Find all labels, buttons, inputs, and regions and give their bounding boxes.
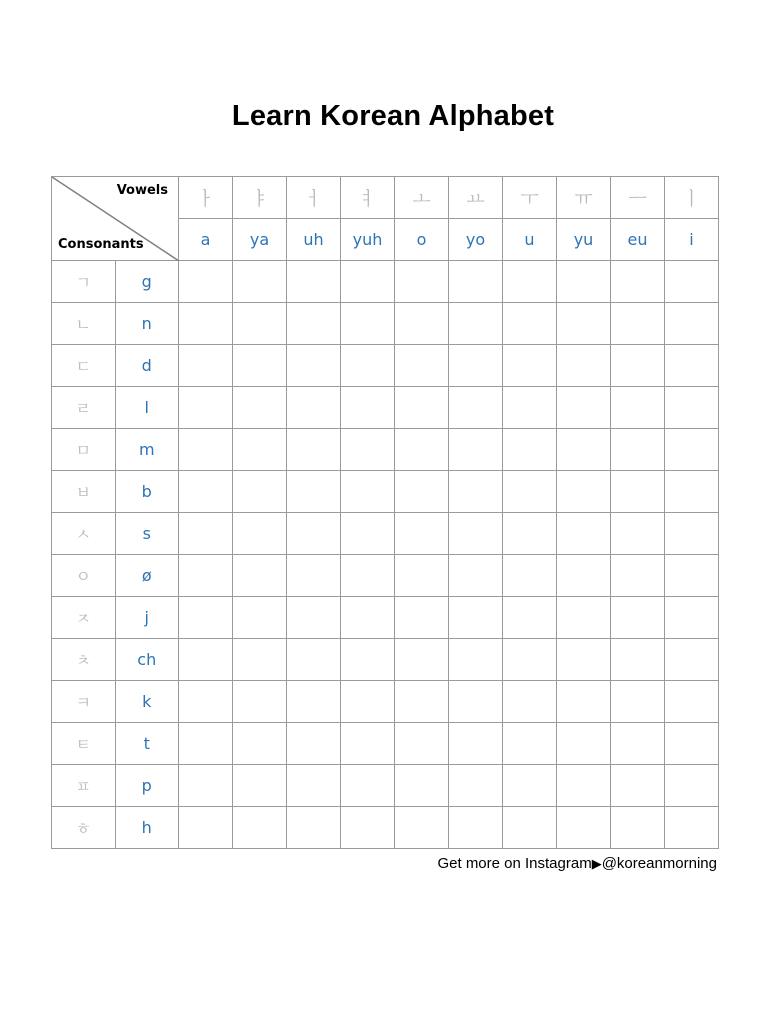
practice-cell xyxy=(179,429,233,471)
practice-cell xyxy=(449,261,503,303)
practice-cell xyxy=(341,807,395,849)
consonant-row xyxy=(52,345,719,387)
consonant-row xyxy=(52,639,719,681)
practice-cell xyxy=(287,261,341,303)
consonant-hangul-cell: ㅈ xyxy=(52,597,116,639)
practice-cell xyxy=(233,429,287,471)
practice-cell xyxy=(395,765,449,807)
practice-cell xyxy=(665,765,719,807)
practice-cell xyxy=(449,387,503,429)
vowel-hangul-cell: ㅠ xyxy=(557,177,611,219)
practice-cell xyxy=(611,303,665,345)
practice-cell xyxy=(287,723,341,765)
practice-cell xyxy=(557,387,611,429)
practice-cell xyxy=(503,345,557,387)
consonant-roman-cell: t xyxy=(115,723,179,765)
vowel-hangul-cell: ㅡ xyxy=(611,177,665,219)
practice-cell xyxy=(449,303,503,345)
practice-cell xyxy=(287,303,341,345)
practice-cell xyxy=(395,639,449,681)
practice-cell xyxy=(395,387,449,429)
practice-cell xyxy=(449,765,503,807)
instagram-handle: @koreanmorning xyxy=(601,855,717,872)
vowel-hangul-cell: ㅏ xyxy=(179,177,233,219)
consonant-hangul-cell: ㅊ xyxy=(52,639,116,681)
practice-cell xyxy=(611,723,665,765)
consonant-row xyxy=(52,387,719,429)
practice-cell xyxy=(179,345,233,387)
practice-cell xyxy=(557,303,611,345)
practice-cell xyxy=(341,345,395,387)
practice-cell xyxy=(395,807,449,849)
practice-cell xyxy=(179,555,233,597)
practice-cell xyxy=(287,597,341,639)
practice-cell xyxy=(449,723,503,765)
practice-cell xyxy=(665,387,719,429)
consonant-roman-cell: l xyxy=(115,387,179,429)
consonant-hangul-cell: ㄱ xyxy=(52,261,116,303)
practice-cell xyxy=(665,261,719,303)
practice-cell xyxy=(287,345,341,387)
consonant-row xyxy=(52,303,719,345)
practice-cell xyxy=(611,681,665,723)
vowel-hangul-cell: ㅕ xyxy=(341,177,395,219)
practice-cell xyxy=(341,681,395,723)
consonant-hangul-cell: ㅎ xyxy=(52,807,116,849)
consonant-roman-cell: b xyxy=(115,471,179,513)
practice-cell xyxy=(395,261,449,303)
practice-cell xyxy=(503,429,557,471)
practice-cell xyxy=(341,597,395,639)
practice-cell xyxy=(287,429,341,471)
practice-cell xyxy=(503,597,557,639)
consonant-roman-cell: m xyxy=(115,429,179,471)
consonant-roman-cell: j xyxy=(115,597,179,639)
practice-cell xyxy=(611,513,665,555)
consonant-hangul-cell: ㅁ xyxy=(52,429,116,471)
practice-cell xyxy=(503,681,557,723)
vowels-label: Vowels xyxy=(116,183,168,198)
practice-cell xyxy=(665,513,719,555)
vowel-roman-cell: yo xyxy=(449,219,503,261)
vowel-roman-cell: yu xyxy=(557,219,611,261)
consonant-row xyxy=(52,765,719,807)
practice-cell xyxy=(557,807,611,849)
practice-cell xyxy=(233,513,287,555)
practice-cell xyxy=(557,639,611,681)
practice-cell xyxy=(665,723,719,765)
consonant-hangul-cell: ㄷ xyxy=(52,345,116,387)
practice-cell xyxy=(611,471,665,513)
vowel-hangul-cell: ㅗ xyxy=(395,177,449,219)
practice-cell xyxy=(233,261,287,303)
instagram-footer xyxy=(437,855,717,872)
practice-cell xyxy=(503,387,557,429)
practice-cell xyxy=(233,723,287,765)
practice-cell xyxy=(557,261,611,303)
practice-cell xyxy=(503,807,557,849)
practice-cell xyxy=(503,723,557,765)
practice-cell xyxy=(395,723,449,765)
vowel-roman-cell: ya xyxy=(233,219,287,261)
practice-cell xyxy=(449,471,503,513)
practice-cell xyxy=(179,765,233,807)
practice-cell xyxy=(287,765,341,807)
vowel-hangul-cell: ㅜ xyxy=(503,177,557,219)
consonant-roman-cell: ø xyxy=(115,555,179,597)
vowel-roman-cell: u xyxy=(503,219,557,261)
consonant-row xyxy=(52,471,719,513)
practice-cell xyxy=(179,261,233,303)
consonant-roman-cell: n xyxy=(115,303,179,345)
practice-cell xyxy=(449,429,503,471)
practice-cell xyxy=(233,345,287,387)
practice-cell xyxy=(557,723,611,765)
practice-cell xyxy=(179,471,233,513)
practice-cell xyxy=(287,681,341,723)
consonant-hangul-cell: ㅅ xyxy=(52,513,116,555)
vowel-roman-cell: a xyxy=(179,219,233,261)
practice-cell xyxy=(287,513,341,555)
practice-cell xyxy=(611,387,665,429)
practice-cell xyxy=(395,303,449,345)
consonant-roman-cell: d xyxy=(115,345,179,387)
practice-cell xyxy=(611,597,665,639)
practice-cell xyxy=(395,513,449,555)
consonant-row xyxy=(52,723,719,765)
practice-cell xyxy=(611,429,665,471)
practice-cell xyxy=(503,471,557,513)
practice-cell xyxy=(287,639,341,681)
practice-cell xyxy=(449,597,503,639)
practice-cell xyxy=(287,387,341,429)
practice-cell xyxy=(557,597,611,639)
practice-cell xyxy=(557,345,611,387)
consonant-hangul-cell: ㅌ xyxy=(52,723,116,765)
practice-cell xyxy=(395,681,449,723)
practice-cell xyxy=(449,513,503,555)
practice-cell xyxy=(395,555,449,597)
consonant-row xyxy=(52,597,719,639)
consonant-row xyxy=(52,555,719,597)
practice-cell xyxy=(611,807,665,849)
consonant-row xyxy=(52,807,719,849)
practice-cell xyxy=(665,345,719,387)
practice-cell xyxy=(503,639,557,681)
consonant-row xyxy=(52,261,719,303)
page-title: Learn Korean Alphabet xyxy=(231,100,555,132)
practice-cell xyxy=(341,555,395,597)
practice-cell xyxy=(287,555,341,597)
footer-prefix: Get more on Instagram xyxy=(437,855,592,872)
vowel-roman-cell: i xyxy=(665,219,719,261)
practice-cell xyxy=(611,555,665,597)
practice-cell xyxy=(665,597,719,639)
practice-cell xyxy=(503,261,557,303)
practice-cell xyxy=(233,555,287,597)
play-arrow-icon: ▶ xyxy=(591,856,602,871)
practice-cell xyxy=(233,765,287,807)
practice-cell xyxy=(449,807,503,849)
practice-cell xyxy=(233,471,287,513)
practice-cell xyxy=(395,471,449,513)
practice-cell xyxy=(449,555,503,597)
practice-cell xyxy=(557,765,611,807)
practice-cell xyxy=(233,387,287,429)
practice-cell xyxy=(665,429,719,471)
practice-cell xyxy=(395,429,449,471)
vowel-roman-cell: eu xyxy=(611,219,665,261)
consonant-roman-cell: h xyxy=(115,807,179,849)
practice-cell xyxy=(503,513,557,555)
practice-cell xyxy=(233,807,287,849)
practice-cell xyxy=(179,723,233,765)
practice-cell xyxy=(665,471,719,513)
consonant-roman-cell: ch xyxy=(115,639,179,681)
vowel-roman-cell: o xyxy=(395,219,449,261)
consonant-row xyxy=(52,429,719,471)
practice-cell xyxy=(449,345,503,387)
practice-cell xyxy=(395,345,449,387)
consonant-hangul-cell: ㄴ xyxy=(52,303,116,345)
practice-cell xyxy=(287,807,341,849)
practice-cell xyxy=(449,639,503,681)
practice-cell xyxy=(611,765,665,807)
practice-cell xyxy=(557,555,611,597)
vowel-hangul-cell: ㅛ xyxy=(449,177,503,219)
consonant-roman-cell: g xyxy=(115,261,179,303)
practice-cell xyxy=(233,303,287,345)
practice-cell xyxy=(341,639,395,681)
consonant-hangul-cell: ㅂ xyxy=(52,471,116,513)
practice-cell xyxy=(503,303,557,345)
consonant-hangul-cell: ㅍ xyxy=(52,765,116,807)
practice-cell xyxy=(557,513,611,555)
vowel-hangul-cell: ㅑ xyxy=(233,177,287,219)
consonant-hangul-cell: ㄹ xyxy=(52,387,116,429)
practice-cell xyxy=(179,597,233,639)
practice-cell xyxy=(233,597,287,639)
consonant-roman-cell: p xyxy=(115,765,179,807)
practice-cell xyxy=(665,681,719,723)
practice-cell xyxy=(341,261,395,303)
vowel-roman-cell: yuh xyxy=(341,219,395,261)
consonant-hangul-cell: ㅋ xyxy=(52,681,116,723)
practice-cell xyxy=(665,555,719,597)
practice-cell xyxy=(611,261,665,303)
practice-cell xyxy=(449,681,503,723)
practice-cell xyxy=(341,723,395,765)
practice-cell xyxy=(233,639,287,681)
practice-cell xyxy=(557,429,611,471)
consonant-roman-cell: s xyxy=(115,513,179,555)
practice-cell xyxy=(665,807,719,849)
practice-cell xyxy=(503,555,557,597)
practice-cell xyxy=(341,429,395,471)
practice-cell xyxy=(611,639,665,681)
practice-cell xyxy=(341,471,395,513)
practice-cell xyxy=(179,387,233,429)
consonant-row xyxy=(52,681,719,723)
practice-cell xyxy=(611,345,665,387)
consonants-label: Consonants xyxy=(58,237,144,252)
practice-cell xyxy=(179,807,233,849)
alphabet-chart xyxy=(51,176,719,849)
practice-cell xyxy=(665,303,719,345)
practice-cell xyxy=(179,681,233,723)
practice-cell xyxy=(395,597,449,639)
corner-header xyxy=(52,177,179,261)
vowel-roman-cell: uh xyxy=(287,219,341,261)
practice-cell xyxy=(179,639,233,681)
practice-cell xyxy=(557,681,611,723)
consonant-row xyxy=(52,513,719,555)
practice-cell xyxy=(557,471,611,513)
vowel-hangul-cell: ㅓ xyxy=(287,177,341,219)
practice-cell xyxy=(341,387,395,429)
consonant-roman-cell: k xyxy=(115,681,179,723)
practice-cell xyxy=(179,303,233,345)
vowel-hangul-cell: ㅣ xyxy=(665,177,719,219)
practice-cell xyxy=(179,513,233,555)
practice-cell xyxy=(341,303,395,345)
practice-cell xyxy=(341,513,395,555)
practice-cell xyxy=(287,471,341,513)
practice-cell xyxy=(665,639,719,681)
consonant-hangul-cell: ㅇ xyxy=(52,555,116,597)
practice-cell xyxy=(341,765,395,807)
practice-cell xyxy=(233,681,287,723)
practice-cell xyxy=(503,765,557,807)
